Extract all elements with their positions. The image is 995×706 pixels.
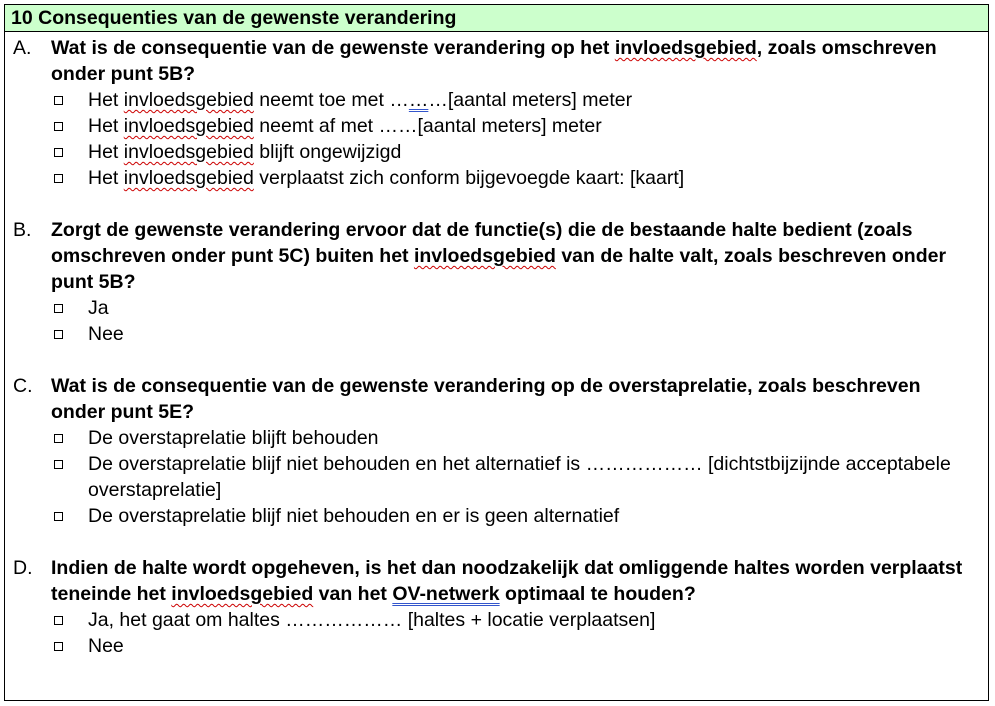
checkbox[interactable] — [54, 434, 63, 443]
option-relocates: Het invloedsgebied verplaatst zich conform bijgevoegde kaart: [kaart] — [51, 165, 988, 191]
question-a-letter: A. — [13, 37, 32, 59]
option-yes-relocate: Ja, het gaat om haltes ……………… [haltes + locatie verplaatsen] — [51, 607, 988, 633]
checkbox[interactable] — [54, 642, 63, 651]
section-table — [4, 4, 989, 701]
question-a-options — [51, 87, 988, 191]
option-retained: De overstaprelatie blijft behouden — [51, 425, 988, 451]
question-d-options — [51, 607, 988, 659]
question-c-text: Wat is de consequentie van de gewenste verandering op de overstaprelatie, zoals beschreven onder punt 5E? — [51, 375, 921, 423]
question-d-text: Indien de halte wordt opgeheven, is het dan noodzakelijk dat omliggende haltes worden verplaatst teneinde het invloedsgebied van het OV-netwerk optimaal te houden? — [51, 557, 963, 605]
checkbox[interactable] — [54, 616, 63, 625]
option-decrease: Het invloedsgebied neemt af met ……[aantal meters] meter — [51, 113, 988, 139]
checkbox[interactable] — [54, 460, 63, 469]
question-c-options — [51, 425, 988, 529]
checkbox[interactable] — [54, 122, 63, 131]
option-alternative: De overstaprelatie blijf niet behouden en het alternatief is ……………… [dichtstbijzijnde acceptabele overstaprelatie] — [51, 451, 988, 503]
checkbox[interactable] — [54, 304, 63, 313]
question-b-text: Zorgt de gewenste verandering ervoor dat de functie(s) die de bestaande halte bedient (zoals omschreven onder punt 5C) buiten het invloedsgebied van de halte valt, zoals beschreven onder punt 5B? — [51, 219, 947, 293]
section-header — [5, 5, 988, 32]
section-content — [5, 32, 988, 659]
option-no: Nee — [51, 321, 988, 347]
option-no: Nee — [51, 633, 988, 659]
checkbox[interactable] — [54, 330, 63, 339]
checkbox[interactable] — [54, 512, 63, 521]
question-a — [5, 35, 988, 191]
option-yes: Ja — [51, 295, 988, 321]
option-unchanged: Het invloedsgebied blijft ongewijzigd — [51, 139, 988, 165]
option-increase: Het invloedsgebied neemt toe met ………[aantal meters] meter — [51, 87, 988, 113]
question-b — [5, 217, 988, 347]
question-b-letter: B. — [13, 219, 32, 241]
question-c — [5, 373, 988, 529]
question-a-text: Wat is de consequentie van de gewenste verandering op het invloedsgebied, zoals omschreven onder punt 5B? — [51, 37, 937, 85]
checkbox[interactable] — [54, 148, 63, 157]
question-b-options — [51, 295, 988, 347]
question-c-letter: C. — [13, 375, 33, 397]
checkbox[interactable] — [54, 174, 63, 183]
question-d — [5, 555, 988, 659]
checkbox[interactable] — [54, 96, 63, 105]
section-title: 10 Consequenties van de gewenste verandering — [11, 7, 457, 29]
option-no-alternative: De overstaprelatie blijf niet behouden en er is geen alternatief — [51, 503, 988, 529]
question-d-letter: D. — [13, 557, 33, 579]
